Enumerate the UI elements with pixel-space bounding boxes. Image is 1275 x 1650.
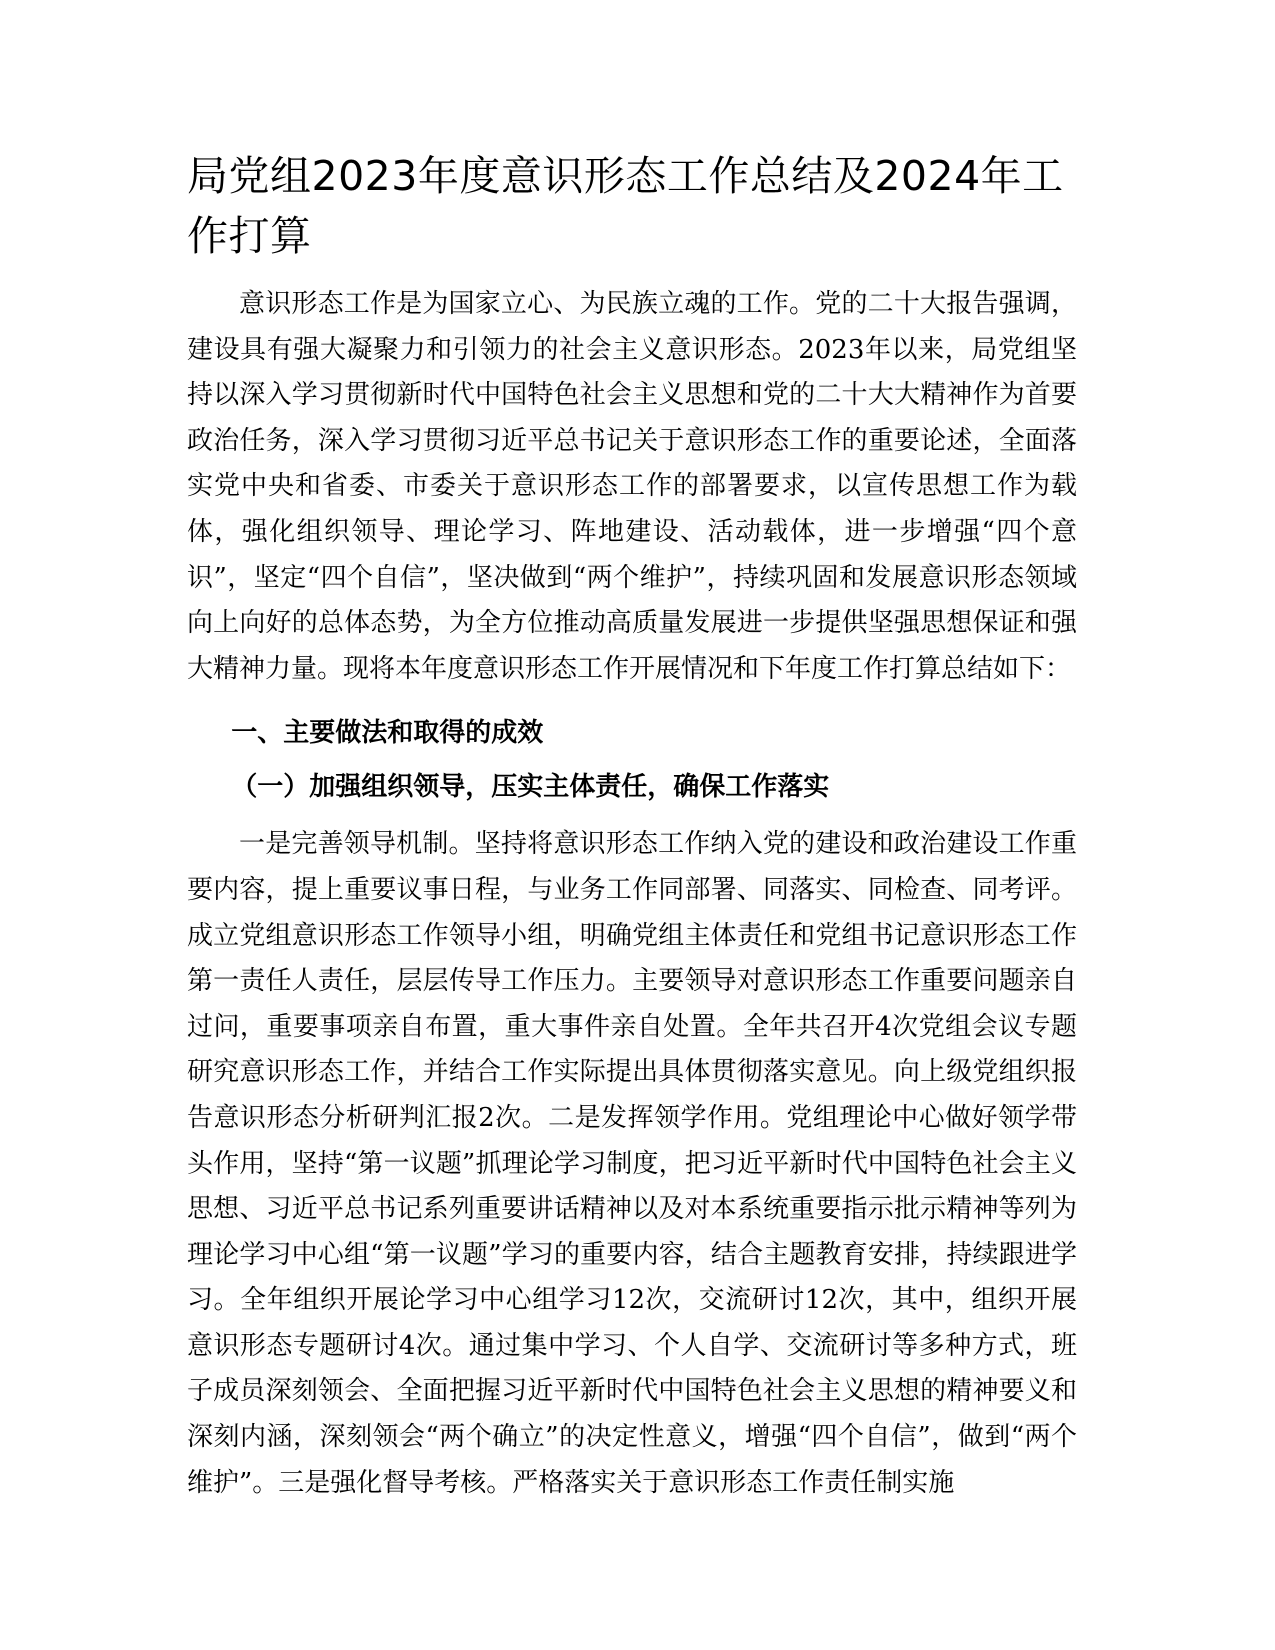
intro-paragraph: 意识形态工作是为国家立心、为民族立魂的工作。党的二十大报告强调，建设具有强大凝聚力和引领力的社会主义意识形态。2023年以来，局党组坚持以深入学习贯彻新时代中国特色社会主义思想和党的二十大大精神作为首要政治任务，深入学习贯彻习近平总书记关于意识形态工作的重要论述，全面落实党中央和省委、市委关于意识形态工作的部署要求，以宣传思想工作为载体，强化组织领导、理论学习、阵地建设、活动载体，进一步增强“四个意识”，坚定“四个自信”，坚决做到“两个维护”，持续巩固和发展意识形态领域向上向好的总体态势，为全方位推动高质量发展进一步提供坚强思想保证和强大精神力量。现将本年度意识形态工作开展情况和下年度工作打算总结如下： bbox=[187, 289, 1077, 684]
body-paragraph: 一是完善领导机制。坚持将意识形态工作纳入党的建设和政治建设工作重要内容，提上重要议事日程，与业务工作同部署、同落实、同检查、同考评。成立党组意识形态工作领导小组，明确党组主体责任和党组书记意识形态工作第一责任人责任，层层传导工作压力。主要领导对意识形态工作重要问题亲自过问，重要事项亲自布置，重大事件亲自处置。全年共召开4次党组会议专题研究意识形态工作，并结合工作实际提出具体贯彻落实意见。向上级党组织报告意识形态分析研判汇报2次。二是发挥领学作用。党组理论中心做好领学带头作用，坚持“第一议题”抓理论学习制度，把习近平新时代中国特色社会主义思想、习近平总书记系列重要讲话精神以及对本系统重要指示批示精神等列为理论学习中心组“第一议题”学习的重要内容，结合主题教育安排，持续跟进学习。全年组织开展论学习中心组学习12次，交流研讨12次，其中，组织开展意识形态专题研讨4次。通过集中学习、个人自学、交流研讨等多种方式，班子成员深刻领会、全面把握习近平新时代中国特色社会主义思想的精神要义和深刻内涵，深刻领会“两个确立”的决定性意义，增强“四个自信”，做到“两个维护”。三是强化督导考核。严格落实关于意识形态工作责任制实施 bbox=[187, 829, 1077, 1498]
section-heading-1: 一、主要做法和取得的成效 bbox=[231, 718, 544, 749]
document-title: 局党组2023年度意识形态工作总结及2024年工作打算 bbox=[187, 152, 1064, 260]
document-content bbox=[187, 146, 1077, 1506]
subsection-heading-1: （一）加强组织领导，压实主体责任，确保工作落实 bbox=[231, 772, 830, 803]
